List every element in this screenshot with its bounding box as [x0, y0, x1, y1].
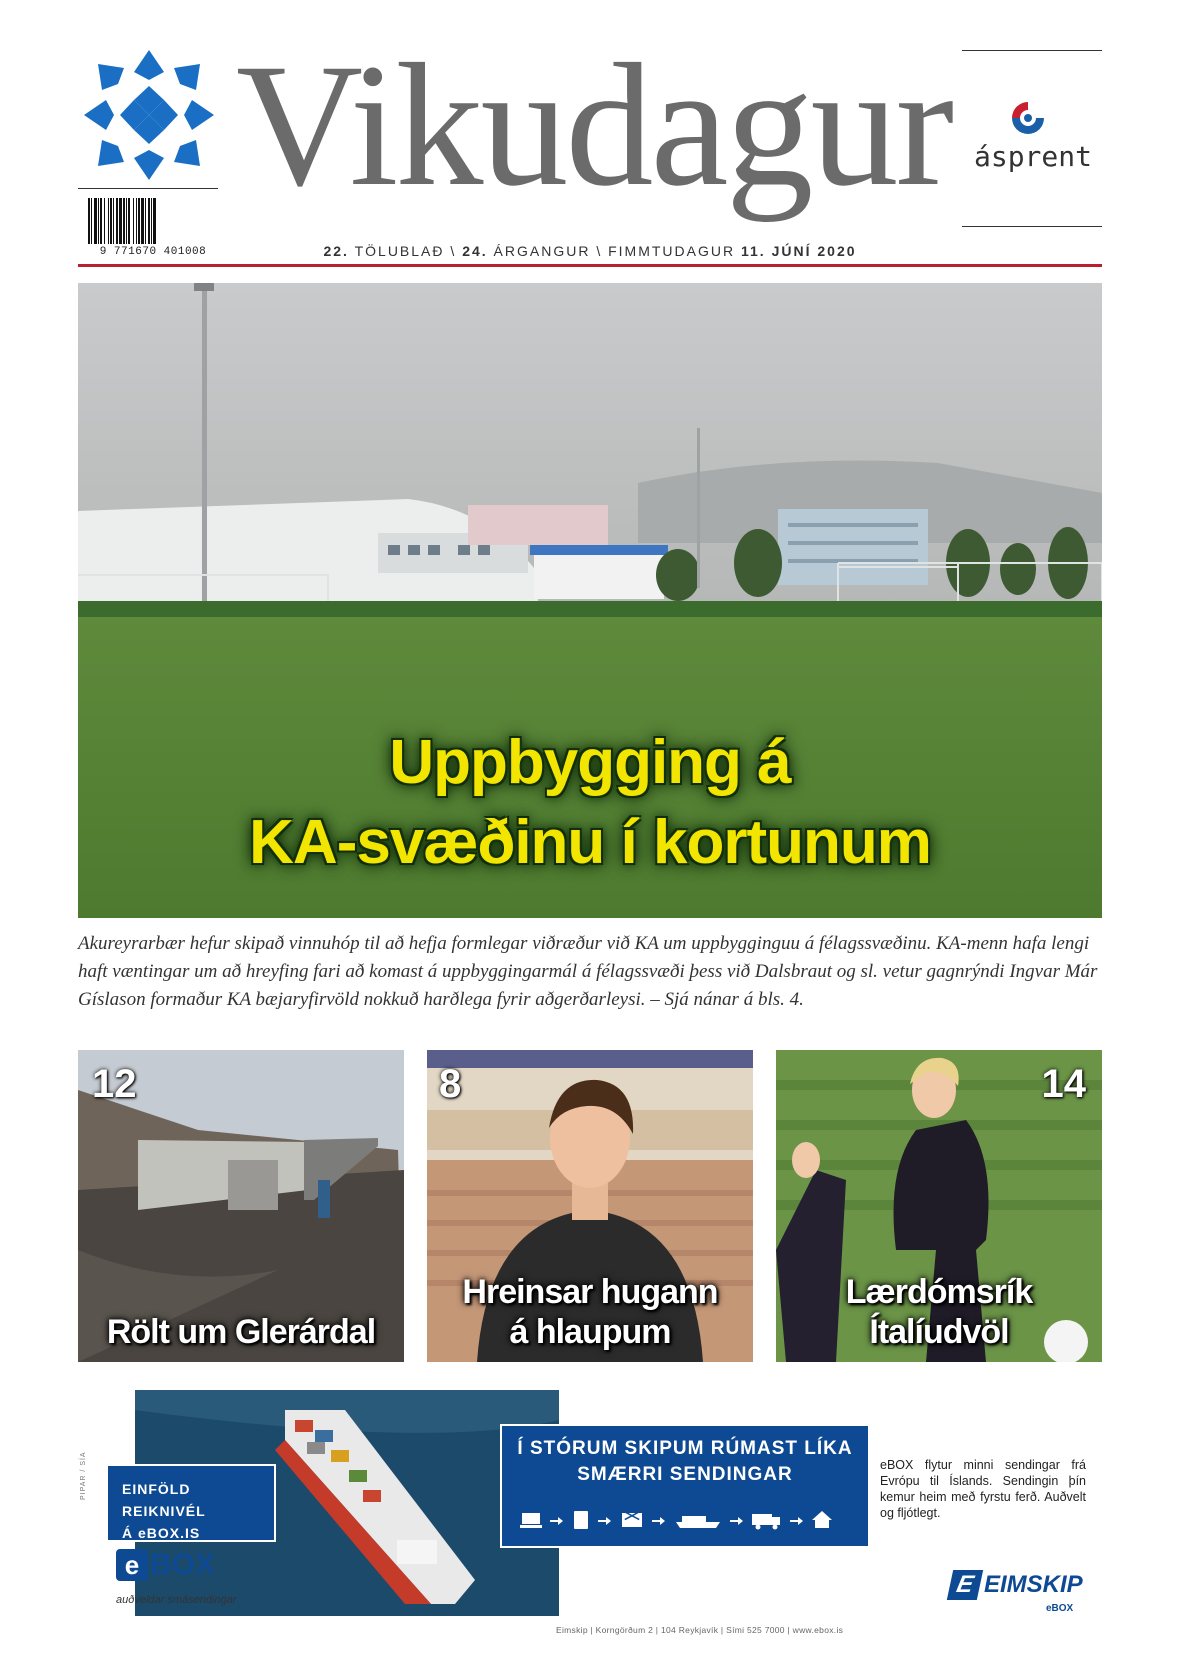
- masthead-rule: [78, 188, 218, 189]
- ad-slogan-line: SMÆRRI SENDINGAR: [577, 1464, 793, 1485]
- hero-headline[interactable]: [78, 723, 1102, 883]
- teaser-caption[interactable]: [427, 1272, 753, 1352]
- laptop-icon: [520, 1513, 542, 1528]
- hero-headline-line[interactable]: Uppbygging á: [389, 728, 791, 797]
- arrow-right-icon: [652, 1517, 665, 1525]
- eimskip-logo-word: EIMSKIP: [984, 1571, 1083, 1598]
- vikudagur-star-logo: [84, 50, 214, 180]
- teaser-caption-line[interactable]: Hreinsar hugann: [462, 1273, 718, 1311]
- teaser-caption-line[interactable]: á hlaupum: [509, 1313, 671, 1351]
- issue-number: 22.: [323, 243, 349, 259]
- arrow-right-icon: [790, 1517, 803, 1525]
- teaser-italiudvol[interactable]: [776, 1050, 1102, 1362]
- ad-box-line[interactable]: EINFÖLD REIKNIVÉL: [122, 1481, 206, 1519]
- newspaper-title: Vikudagur: [236, 28, 952, 223]
- issue-label: TÖLUBLAÐ \: [354, 243, 457, 259]
- arrow-right-icon: [550, 1517, 563, 1525]
- teaser-page-number: 12: [92, 1062, 137, 1106]
- ad-calculator-box[interactable]: [106, 1464, 276, 1542]
- arrow-right-icon: [730, 1517, 743, 1525]
- printer-rule: [962, 50, 1102, 51]
- printer-name: ásprent: [973, 140, 1092, 173]
- teaser-caption-line[interactable]: Lærdómsrík: [845, 1273, 1033, 1311]
- volume-number: 24.: [462, 243, 488, 259]
- ad-box-line[interactable]: Á eBOX.IS: [122, 1525, 201, 1541]
- ad-slogan-box: [500, 1424, 870, 1548]
- barcode: [88, 198, 216, 244]
- hero-headline-line[interactable]: KA-svæðinu í kortunum: [249, 808, 931, 877]
- ad-body-text: eBOX flytur minni sendingar frá Evrópu til Íslands. Sendingin þín kemur heim með fyrstu ferð. Auðvelt og fljótlegt.: [880, 1458, 1086, 1520]
- ebox-tagline: auðveldar smásendingar: [116, 1594, 237, 1606]
- house-icon: [812, 1511, 832, 1528]
- arrow-right-icon: [598, 1517, 611, 1525]
- eimskip-ebox-sublogo: eBOX: [1046, 1603, 1074, 1614]
- calculator-icon: [574, 1511, 588, 1529]
- hero-photo[interactable]: [78, 283, 1102, 918]
- issue-date: 11. JÚNÍ 2020: [741, 243, 857, 259]
- asprent-logo-icon: [1008, 98, 1048, 138]
- ad-slogan-line: Í STÓRUM SKIPUM RÚMAST LÍKA: [517, 1438, 853, 1459]
- ad-process-icons: [520, 1508, 850, 1532]
- volume-label: ÁRGANGUR \ FIMMTUDAGUR: [493, 243, 736, 259]
- eimskip-logo[interactable]: [950, 1570, 1083, 1600]
- ad-contact-line: Eimskip | Korngörðum 2 | 104 Reykjavík | Sími 525 7000 | www.ebox.is: [556, 1625, 844, 1635]
- printer-rule: [962, 226, 1102, 227]
- issue-line: [78, 243, 1102, 259]
- teaser-caption-line[interactable]: Ítalíudvöl: [869, 1313, 1009, 1351]
- teaser-caption[interactable]: [776, 1272, 1102, 1352]
- ebox-logo[interactable]: [116, 1548, 215, 1582]
- teaser-gleradalur[interactable]: [78, 1050, 404, 1362]
- lede-paragraph: Akureyrarbær hefur skipað vinnuhóp til að hefja formlegar viðræður við KA um uppbygginguu á félagssvæðinu. KA-menn hafa lengi haft væntingar um að hreyfing fari að komast á uppbyggingarmál á félagssvæði þess við Dalsbraut og sl. vetur gagnrýndi Ingvar Már Gíslason formaður KA bæjaryfirvöld nokkuð harðlega fyrir aðgerðarleysi. – Sjá nánar á bls. 4.: [78, 933, 1098, 1010]
- eimskip-logo-letter: E: [947, 1570, 983, 1600]
- truck-icon: [752, 1514, 780, 1530]
- ad-agency-credit: PIPAR / SÍA: [80, 1451, 87, 1500]
- masthead-red-rule: [78, 264, 1102, 267]
- teaser-page-number: 8: [439, 1062, 462, 1106]
- ship-icon: [676, 1516, 720, 1528]
- teaser-hlaup[interactable]: [427, 1050, 753, 1362]
- ebox-logo-word: BOX: [150, 1548, 216, 1581]
- teaser-page-number: 14: [1041, 1062, 1086, 1106]
- barcode-digits: 9 771670 401008: [99, 246, 207, 258]
- ebox-logo-letter: e: [116, 1549, 148, 1581]
- teaser-caption[interactable]: Rölt um Glerárdal: [106, 1313, 376, 1351]
